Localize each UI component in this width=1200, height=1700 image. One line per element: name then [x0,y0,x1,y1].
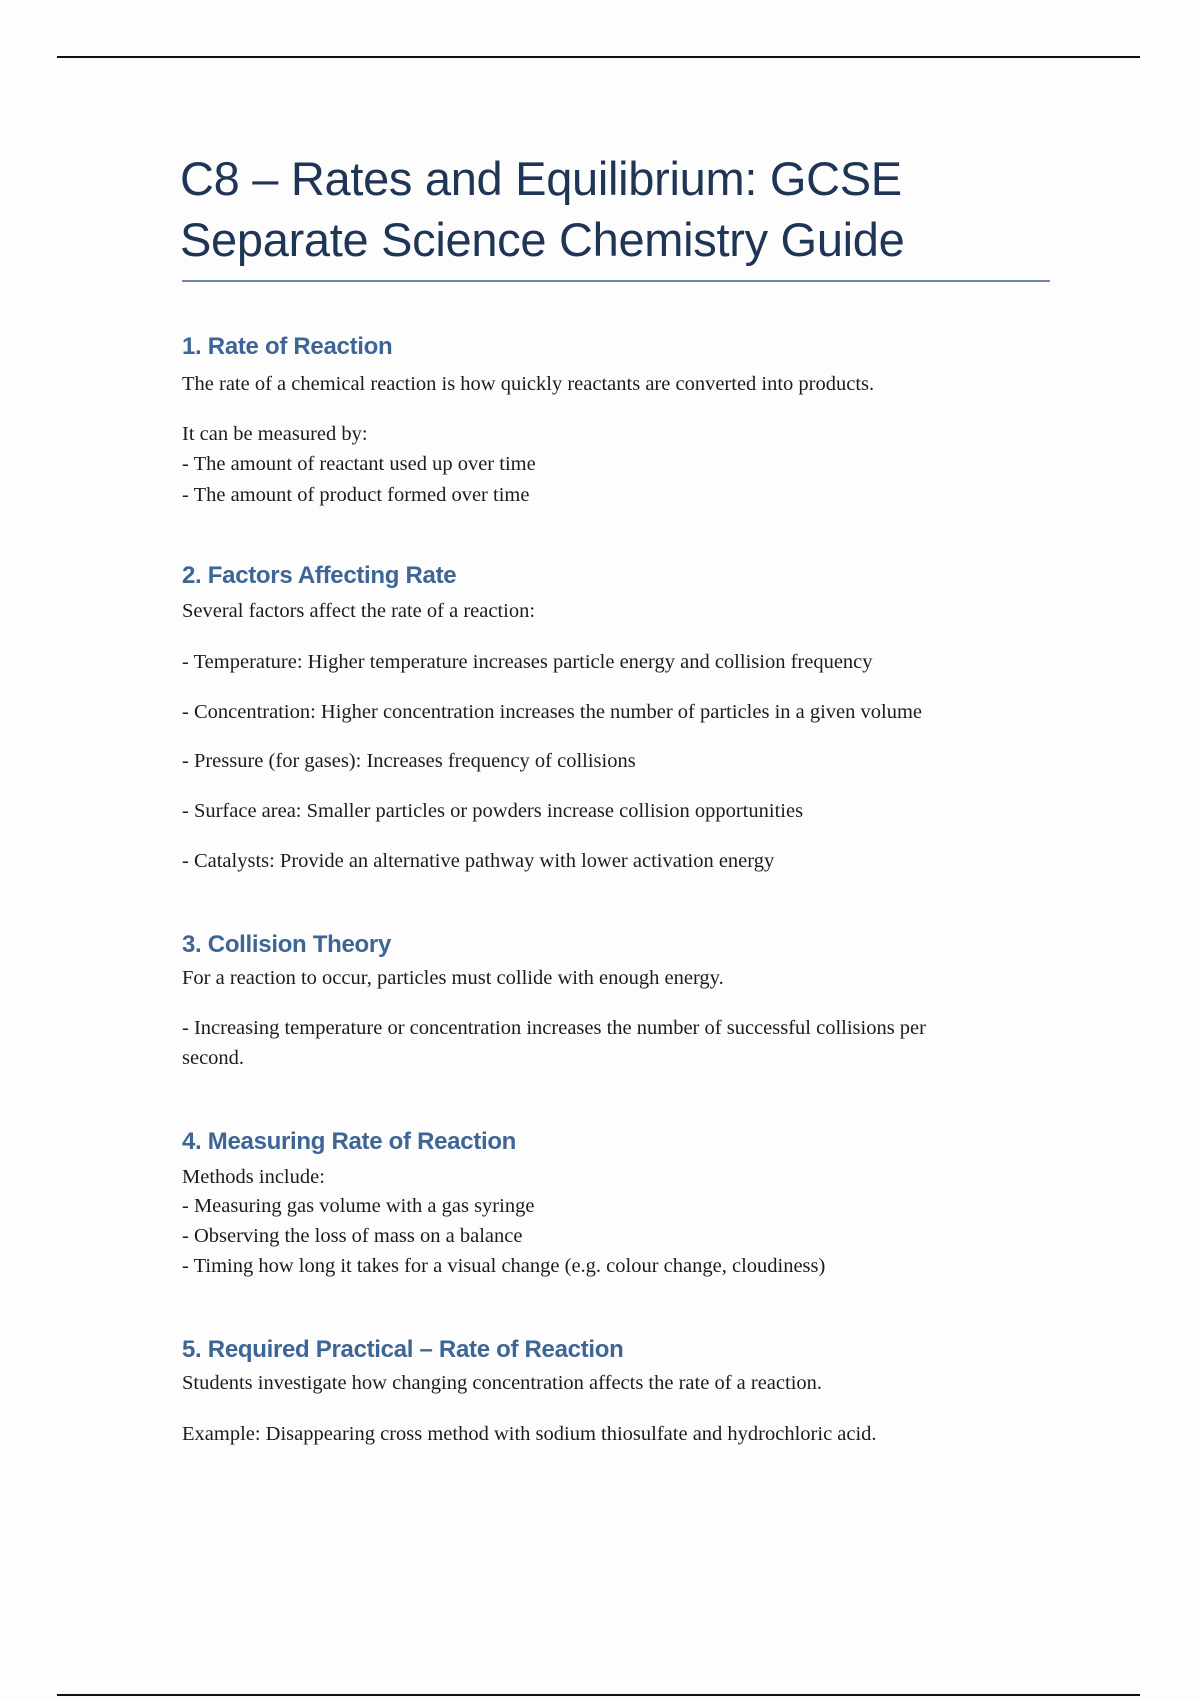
document-title-line-1: C8 – Rates and Equilibrium: GCSE [180,152,902,205]
section-4-text: Methods include: [182,1166,325,1188]
section-2-list-item: - Surface area: Smaller particles or powders increase collision opportunities [182,800,804,822]
section-1-list-item: - The amount of product formed over time [182,484,530,506]
section-2-list-item: - Concentration: Higher concentration increases the number of particles in a given volume [182,701,923,723]
section-5-text: Example: Disappearing cross method with sodium thiosulfate and hydrochloric acid. [182,1423,877,1445]
section-3-heading: 3. Collision Theory [182,931,391,958]
section-2-text: Several factors affect the rate of a reaction: [182,600,536,622]
footer-rule [57,1694,1140,1696]
section-1-text: The rate of a chemical reaction is how quickly reactants are converted into products. [182,373,875,395]
section-5-text: Students investigate how changing concentration affects the rate of a reaction. [182,1372,823,1394]
section-2-heading: 2. Factors Affecting Rate [182,562,457,589]
section-5-heading: 5. Required Practical – Rate of Reaction [182,1336,624,1363]
section-1-text: It can be measured by: [182,423,368,445]
section-4-heading: 4. Measuring Rate of Reaction [182,1128,517,1155]
section-4-list-item: - Timing how long it takes for a visual change (e.g. colour change, cloudiness) [182,1255,826,1277]
title-underline [182,280,1050,282]
section-2-list-item: - Temperature: Higher temperature increases particle energy and collision frequency [182,651,873,673]
section-3-text: second. [182,1047,245,1069]
section-3-text: - Increasing temperature or concentration increases the number of successful collisions per [182,1017,926,1039]
section-1-list-item: - The amount of reactant used up over time [182,453,536,475]
header-rule [57,56,1140,58]
section-4-list-item: - Observing the loss of mass on a balance [182,1225,523,1247]
section-4-list-item: - Measuring gas volume with a gas syringe [182,1195,535,1217]
section-3-text: For a reaction to occur, particles must collide with enough energy. [182,967,724,989]
section-1-heading: 1. Rate of Reaction [182,333,393,360]
section-2-list-item: - Pressure (for gases): Increases frequency of collisions [182,750,636,772]
document-title-line-2: Separate Science Chemistry Guide [180,213,905,266]
section-2-list-item: - Catalysts: Provide an alternative pathway with lower activation energy [182,850,775,872]
